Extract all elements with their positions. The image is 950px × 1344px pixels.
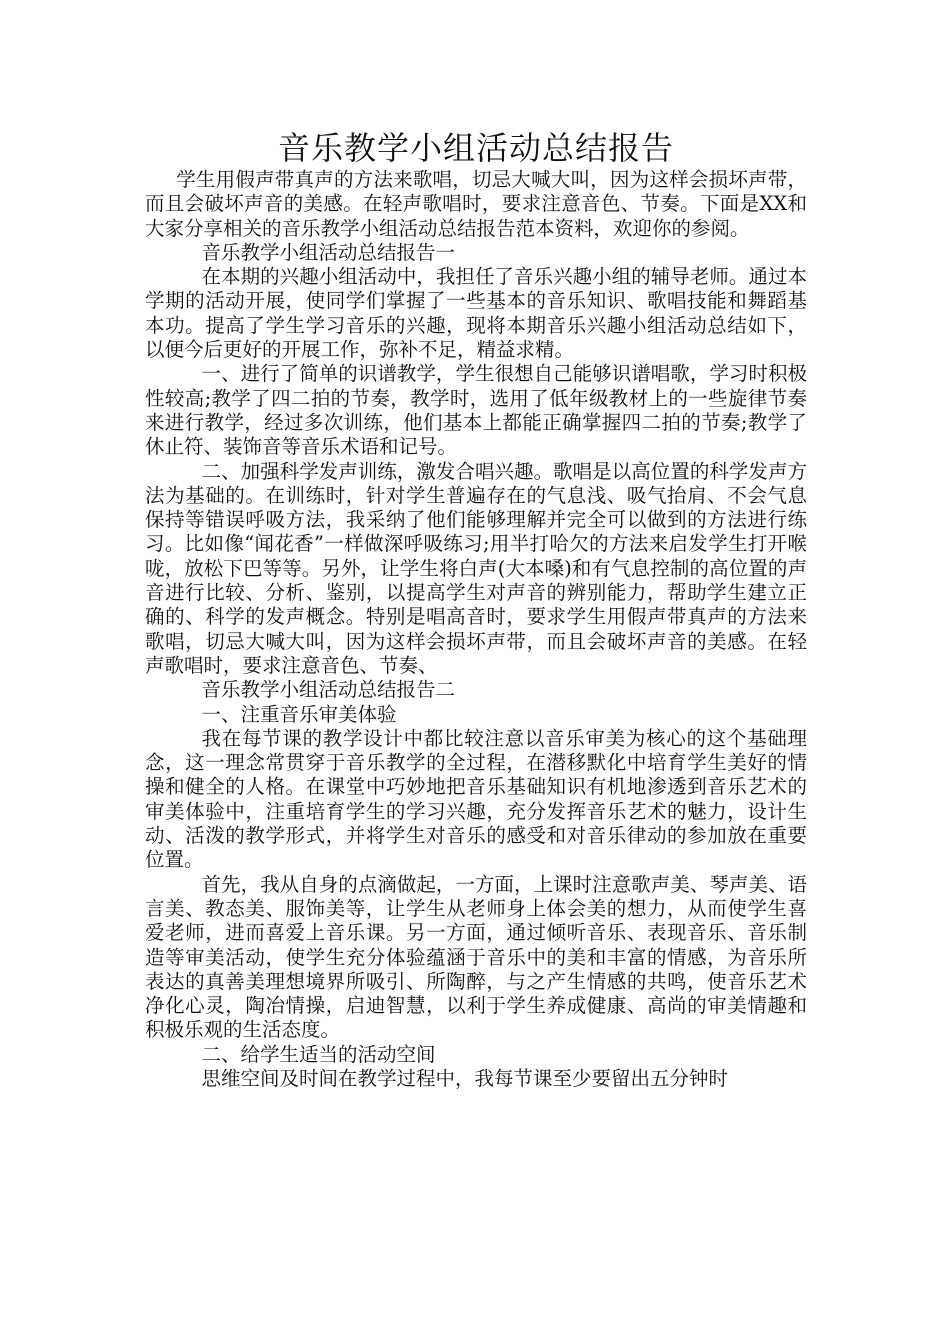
document-page xyxy=(145,128,807,1091)
subheading-1: 一、注重音乐审美体验 xyxy=(201,702,397,726)
paragraph-5: 首先，我从自身的点滴做起，一方面，上课时注意歌声美、琴声美、语言美、教态美、服饰美等，让学生从老师身上体会美的想力，从而使学生喜爱老师，进而喜爱上音乐课。另一方面，通过倾听音乐、表现音乐、音乐制造等审美活动，使学生充分体验蕴涵于音乐中的美和丰富的情感，为音乐所表达的真善美理想境界所吸引、所陶醉，与之产生情感的共鸣，使音乐艺术净化心灵，陶冶情操，启迪智慧，以利于学生养成健康、高尚的审美情趣和积极乐观的生活态度。 xyxy=(145,872,807,1042)
document-title: 音乐教学小组活动总结报告 xyxy=(277,129,674,167)
paragraph-1: 在本期的兴趣小组活动中，我担任了音乐兴趣小组的辅导老师。通过本学期的活动开展，使同学们掌握了一些基本的音乐知识、歌唱技能和舞蹈基本功。提高了学生学习音乐的兴趣，现将本期音乐兴趣小组活动总结如下，以便今后更好的开展工作，弥补不足，精益求精。 xyxy=(145,265,807,362)
paragraph-6: 思维空间及时间在教学过程中，我每节课至少要留出五分钟时 xyxy=(201,1066,729,1090)
paragraph-2: 一、进行了简单的识谱教学，学生很想自己能够识谱唱歌，学习时积极性较高;教学了四二拍的节奏，教学时，选用了低年级教材上的一些旋律节奏来进行教学，经过多次训练，他们基本上都能正确掌握四二拍的节奏;教学了休止符、装饰音等音乐术语和记号。 xyxy=(145,362,807,459)
paragraph-4: 我在每节课的教学设计中都比较注意以音乐审美为核心的这个基础理念，这一理念常贯穿于音乐教学的全过程，在潜移默化中培育学生美好的情操和健全的人格。在课堂中巧妙地把音乐基础知识有机地渗透到音乐艺术的审美体验中，注重培育学生的学习兴趣，充分发挥音乐艺术的魅力，设计生动、活泼的教学形式，并将学生对音乐的感受和对音乐律动的参加放在重要位置。 xyxy=(145,726,807,872)
intro-paragraph: 学生用假声带真声的方法来歌唱，切忌大喊大叫，因为这样会损坏声带，而且会破坏声音的美感。在轻声歌唱时，要求注意音色、节奏。下面是XX和大家分享相关的音乐教学小组活动总结报告范本资料，欢迎你的参阅。 xyxy=(145,168,807,240)
subheading-2: 二、给学生适当的活动空间 xyxy=(201,1042,436,1066)
paragraph-3: 二、加强科学发声训练，激发合唱兴趣。歌唱是以高位置的科学发声方法为基础的。在训练时，针对学生普遍存在的气息浅、吸气抬肩、不会气息保持等错误呼吸方法，我采纳了他们能够理解并完全可以做到的方法进行练习。比如像“闻花香”一样做深呼吸练习;用半打哈欠的方法来启发学生打开喉咙，放松下巴等等。另外，让学生将白声(大本嗓)和有气息控制的高位置的声音进行比较、分析、鉴别，以提高学生对声音的辨别能力，帮助学生建立正确的、科学的发声概念。特别是唱高音时，要求学生用假声带真声的方法来歌唱，切忌大喊大叫，因为这样会损坏声带，而且会破坏声音的美感。在轻声歌唱时，要求注意音色、节奏、 xyxy=(145,459,807,677)
section-heading-2: 音乐教学小组活动总结报告二 xyxy=(201,678,456,702)
section-heading-1: 音乐教学小组活动总结报告一 xyxy=(201,240,456,264)
